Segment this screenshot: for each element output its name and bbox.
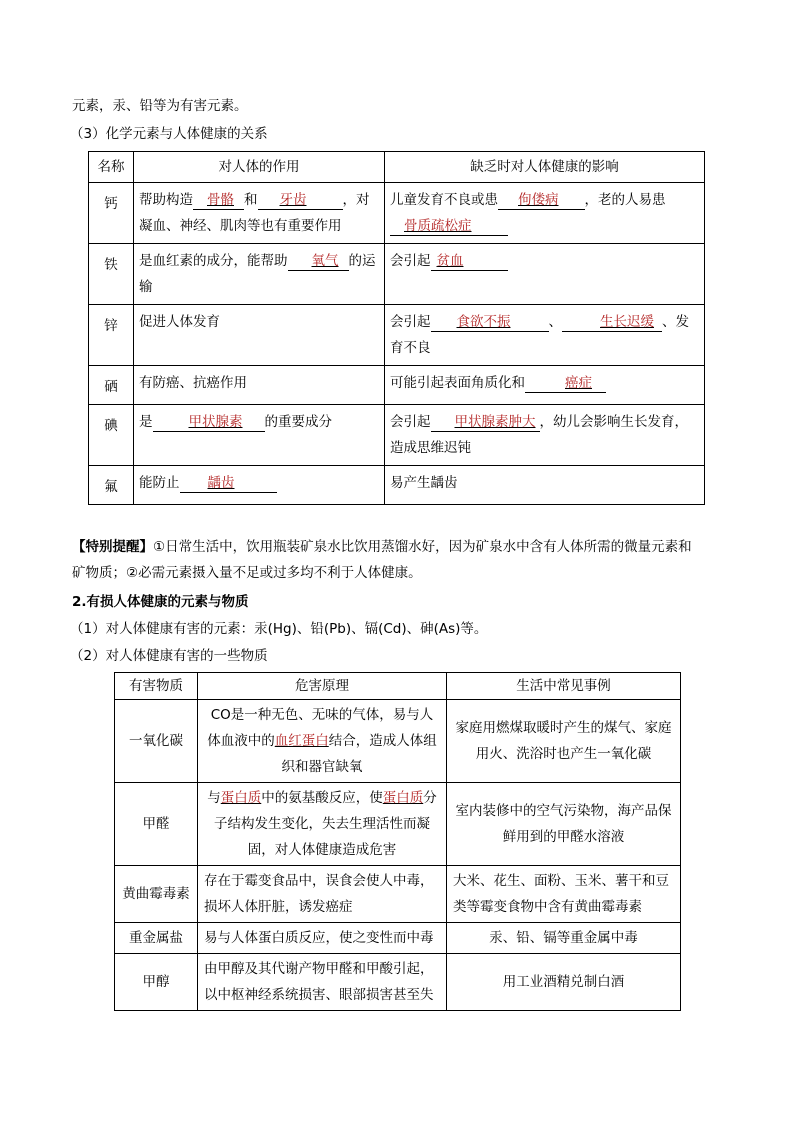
answer: 食欲不振 [456,314,511,330]
answer: 佝偻病 [518,192,559,208]
answer: 骨骼 [207,192,234,208]
text: 儿童发育不良或患 [390,192,498,208]
table-row [89,183,705,244]
table-row [115,954,681,1011]
text: 会引起 [390,414,431,430]
effect-cell [134,405,385,466]
substance-name: 甲醛 [115,783,198,866]
header-name: 名称 [89,152,134,183]
header-effect: 对人体的作用 [134,152,385,183]
text: 、 [548,314,562,330]
text: 与 [207,790,221,806]
answer: 龋齿 [207,475,235,491]
element-name: 铁 [89,244,134,305]
element-name: 锌 [89,305,134,366]
effect-cell [134,244,385,305]
tip-text: ①日常生活中，饮用瓶装矿泉水比饮用蒸馏水好，因为矿泉水中含有人体所需的微量元素和 [153,539,692,555]
substance-name: 一氧化碳 [115,700,198,783]
element-name: 钙 [89,183,134,244]
example-cell: 汞、铅、镉等重金属中毒 [447,923,681,954]
header-substance: 有害物质 [115,673,198,700]
principle-cell: 存在于霉变食品中，误食会使人中毒，损坏人体肝脏，诱发癌症 [198,866,447,923]
answer-blank [431,414,540,432]
text: 可能引起表面角质化和 [390,375,525,391]
highlight: 蛋白质 [382,790,424,806]
table-row [89,366,705,405]
principle-cell [198,783,447,866]
text: 分子结构发生变化，失去生理活性而凝固，对人体健康造成危害 [214,790,437,858]
lack-cell [385,405,705,466]
answer: 骨质疏松症 [404,218,472,234]
lack-cell [385,305,705,366]
element-health-table [88,151,705,505]
lack-cell [385,366,705,405]
substance-name: 重金属盐 [115,923,198,954]
answer-blank [390,218,508,236]
text: 结合，造成人体组织和器官缺氧 [281,733,437,775]
answer: 生长迟缓 [600,314,654,330]
lack-cell [385,244,705,305]
highlight: 蛋白质 [220,790,262,806]
text: 中的氨基酸反应，使 [261,790,383,806]
answer-blank [431,314,519,332]
effect-cell: 有防癌、抗癌作用 [134,366,385,405]
section2-2: （2）对人体健康有害的一些物质 [70,648,268,664]
blank [519,314,549,332]
text: 和 [244,192,258,208]
example-cell: 室内装修中的空气污染物，海产品保鲜用到的甲醛水溶液 [447,783,681,866]
header-lack: 缺乏时对人体健康的影响 [385,152,705,183]
text: 的重要成分 [264,414,332,430]
effect-cell [134,183,385,244]
substance-name: 黄曲霉毒素 [115,866,198,923]
blank [317,192,343,210]
effect-cell [134,466,385,505]
lack-cell: 易产生龋齿 [385,466,705,505]
text: 、发育不良 [390,314,689,356]
answer: 贫血 [436,253,464,269]
example-cell: 家庭用燃煤取暖时产生的煤气、家庭用火、洗浴时也产生一氧化碳 [447,700,681,783]
lack-cell [385,183,705,244]
table-header-row [89,152,705,183]
answer-blank [562,314,662,332]
table-row [115,923,681,954]
table-row [115,700,681,783]
principle-cell: 易与人体蛋白质反应，使之变性而中毒 [198,923,447,954]
example-cell: 用工业酒精兑制白酒 [447,954,681,1011]
text: 会引起 [390,253,431,269]
element-name: 硒 [89,366,134,405]
substance-name: 甲醇 [115,954,198,1011]
answer-blank [258,192,317,210]
answer-blank [498,192,585,210]
text: ，幼儿会影响生长发育，造成思维迟钝 [390,414,688,456]
answer-blank [525,375,606,393]
text: 会引起 [390,314,431,330]
answer-blank [431,253,508,271]
table-header-row [115,673,681,700]
harmful-substances-table [114,672,681,1011]
answer: 甲状腺素肿大 [454,414,536,430]
text: 是 [139,414,153,430]
table-row [89,466,705,505]
text: 的运输 [139,253,376,295]
answer: 癌症 [565,375,592,391]
answer-blank [153,414,265,432]
highlight: 血红蛋白 [274,733,329,749]
intro-line: 元素，汞、铅等为有害元素。 [72,98,248,114]
example-cell: 大米、花生、面粉、玉米、薯干和豆类等霉变食物中含有黄曲霉毒素 [447,866,681,923]
element-name: 氟 [89,466,134,505]
table-row [89,405,705,466]
special-tip-line2: 矿物质；②必需元素摄入量不足或过多均不利于人体健康。 [72,565,422,581]
answer-blank [288,253,349,271]
answer: 牙齿 [279,192,307,208]
principle-cell [198,700,447,783]
section3-title: （3）化学元素与人体健康的关系 [70,126,268,142]
principle-cell: 由甲醇及其代谢产物甲醛和甲酸引起，以中枢神经系统损害、眼部损害甚至失 [198,954,447,1011]
text: 帮助构造 [139,192,193,208]
special-tip-line1 [72,537,692,557]
text: CO是一种无色、无味的气体，易与人体血液中的 [207,707,434,749]
text: ，老的人易患 [584,192,666,208]
table-row [89,244,705,305]
table-row [115,783,681,866]
answer: 氧气 [311,253,339,269]
text: ，对凝血、神经、肌肉等也有重要作用 [139,192,370,234]
header-example: 生活中常见事例 [447,673,681,700]
answer-blank [193,192,244,210]
section2-title: 2.有损人体健康的元素与物质 [72,594,249,610]
answer-blank [180,475,277,493]
element-name: 碘 [89,405,134,466]
answer: 甲状腺素 [188,414,243,430]
header-principle: 危害原理 [198,673,447,700]
table-row [115,866,681,923]
tip-label: 【特别提醒】 [72,539,153,555]
effect-cell: 促进人体发育 [134,305,385,366]
text: 能防止 [139,475,180,491]
table-row [89,305,705,366]
text: 是血红素的成分，能帮助 [139,253,288,269]
section2-1: （1）对人体健康有害的元素：汞(Hg)、铅(Pb)、镉(Cd)、砷(As)等。 [70,621,488,637]
